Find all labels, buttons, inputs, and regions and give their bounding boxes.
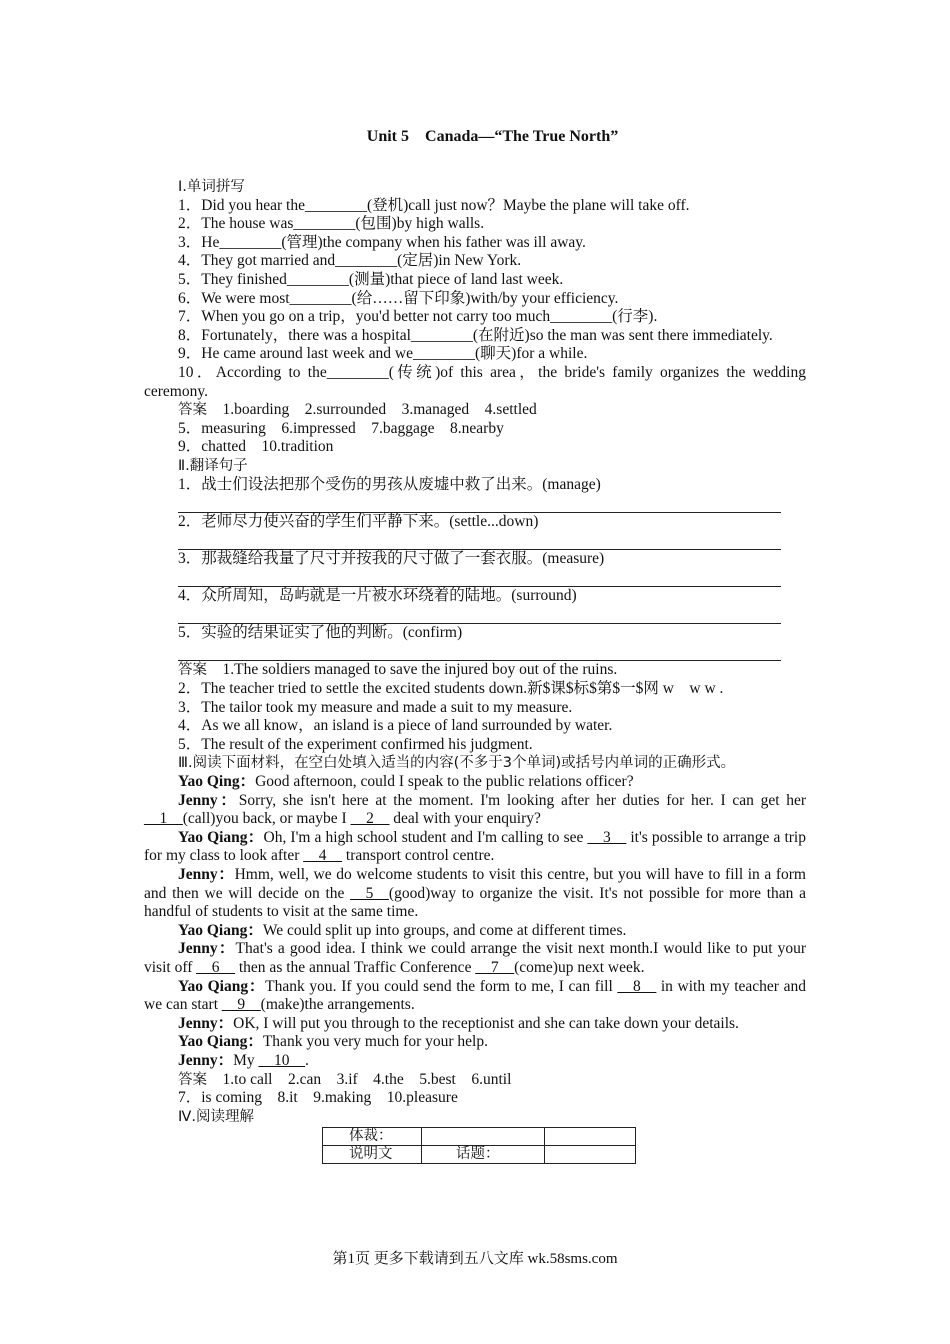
answer-line: 9．chatted 10.tradition xyxy=(178,438,334,456)
dialogue-line: Yao Qiang：Thank you. If you could send the form to me, I can fill __8__ in with my teacher and we can start __9__(make)the arrangements. xyxy=(144,977,806,1014)
section-heading-3: Ⅲ.阅读下面材料，在空白处填入适当的内容(不多于3个单词)或括号内单词的正确形式。 xyxy=(178,755,736,772)
translation-item: 1．战士们设法把那个受伤的男孩从废墟中救了出来。(manage) xyxy=(178,475,601,493)
dialogue-line: Jenny：Sorry, she isn't here at the moment. I'm looking after her duties for her. I can get her __1__(call)you back, or maybe I __2__ deal with your enquiry? xyxy=(144,791,806,828)
list-item: 3．He________(管理)the company when his father was ill away. xyxy=(178,233,586,251)
dialogue-line: Yao Qing：Good afternoon, could I speak to the public relations officer? xyxy=(178,773,634,790)
translation-item: 3．那裁缝给我量了尺寸并按我的尺寸做了一套衣服。(measure) xyxy=(178,549,605,567)
answer-label: 答案 xyxy=(178,402,207,419)
list-item: 5．They finished________(测量)that piece of land last week. xyxy=(178,270,564,288)
list-item: 10．According to the________(传统)of this area，the bride's family organizes the wedding ceremony. xyxy=(144,363,806,400)
answer-line: 4．As we all know，an island is a piece of land surrounded by water. xyxy=(178,717,613,735)
table-cell[interactable] xyxy=(545,1146,636,1164)
speaker: Jenny： xyxy=(178,940,236,958)
answer-line: 3．The tailor took my measure and made a suit to my measure. xyxy=(178,698,573,716)
list-item: 9．He came around last week and we________(聊天)for a while. xyxy=(178,345,588,363)
page-title: Unit 5 Canada—“The True North” xyxy=(366,128,619,145)
section-heading-4: Ⅳ.阅读理解 xyxy=(178,1108,254,1125)
answer-line: 7．is coming 8.it 9.making 10.pleasure xyxy=(178,1089,458,1107)
blank-6[interactable]: __6__ xyxy=(196,958,235,976)
answer-blank-line[interactable] xyxy=(178,494,781,513)
list-item: 4．They got married and________(定居)in New York. xyxy=(178,252,522,270)
speaker: Jenny： xyxy=(178,865,235,883)
answer-label: 答案 xyxy=(178,662,207,679)
dialogue-line: Jenny：Hmm, well, we do welcome students to visit this centre, but you will have to fill in a form and then we will decide on the __5__(good)way to organize the visit. It's not possible for more than a handful of students to visit at the same time. xyxy=(144,865,807,921)
section-heading-2: Ⅱ.翻译句子 xyxy=(178,457,248,474)
answer-line: 2．The teacher tried to settle the excited students down.新$课$标$第$一$网 w w w . xyxy=(178,680,724,698)
answer-blank-line[interactable] xyxy=(178,606,781,625)
blank-5[interactable]: __5__ xyxy=(350,884,389,902)
answer-line: 答案 1.boarding 2.surrounded 3.managed 4.settled xyxy=(178,401,537,419)
list-item: 2．The house was________(包围)by high walls. xyxy=(178,215,485,233)
dialogue-line: Jenny：OK, I will put you through to the receptionist and she can take down your details. xyxy=(178,1014,739,1032)
document-body xyxy=(144,178,806,1164)
dialogue-line: Yao Qiang：Oh, I'm a high school student and I'm calling to see __3__ it's possible to arrange a trip for my class to look after __4__ transport control centre. xyxy=(144,828,806,865)
genre-topic-table xyxy=(322,1127,636,1164)
dialogue-line: Yao Qiang：Thank you very much for your help. xyxy=(178,1033,488,1051)
dialogue-line: Jenny：My __10__. xyxy=(178,1051,309,1069)
list-item: 1．Did you hear the________(登机)call just now？Maybe the plane will take off. xyxy=(178,196,690,214)
section-heading-1: Ⅰ.单词拼写 xyxy=(178,179,245,195)
dialogue-line: Yao Qiang：We could split up into groups, and come at different times. xyxy=(178,921,627,939)
blank-1[interactable]: __1__ xyxy=(144,810,183,828)
blank-3[interactable]: __3__ xyxy=(587,828,627,846)
list-item: 8．Fortunately，there was a hospital________(在附近)so the man was sent there immediately. xyxy=(178,326,773,344)
translation-item: 4．众所周知，岛屿就是一片被水环绕着的陆地。(surround) xyxy=(178,587,577,605)
answer-blank-line[interactable] xyxy=(178,531,781,550)
table-row xyxy=(323,1128,636,1146)
answer-label: 答案 xyxy=(178,1071,207,1088)
blank-4[interactable]: __4__ xyxy=(303,847,343,865)
blank-10[interactable]: __10__ xyxy=(258,1051,306,1069)
table-row xyxy=(323,1146,636,1164)
speaker: Yao Qiang： xyxy=(178,921,263,939)
table-cell: 说明文 xyxy=(323,1146,422,1164)
answer-line: 5．The result of the experiment confirmed his judgment. xyxy=(178,735,533,753)
speaker: Yao Qiang： xyxy=(178,1033,263,1051)
dialogue-line: Jenny：That's a good idea. I think we could arrange the visit next month.I would like to put your visit off __6__ then as the annual Traffic Conference __7__(come)up next week. xyxy=(144,940,806,976)
speaker: Yao Qiang： xyxy=(178,828,264,846)
answer-line: 答案 1.The soldiers managed to save the injured boy out of the ruins. xyxy=(178,661,618,679)
blank-2[interactable]: __2__ xyxy=(350,810,390,828)
answer-blank-line[interactable] xyxy=(178,568,781,587)
table-cell: 体裁： xyxy=(323,1128,422,1146)
speaker: Jenny： xyxy=(178,1014,234,1032)
translation-item: 2．老师尽力使兴奋的学生们平静下来。(settle...down) xyxy=(178,512,539,530)
list-item: 6．We were most________(给……留下印象)with/by your efficiency. xyxy=(178,289,619,307)
speaker: Yao Qiang： xyxy=(178,977,266,995)
answer-line: 5．measuring 6.impressed 7.baggage 8.nearby xyxy=(178,419,504,437)
page-footer: 第1页 更多下载请到五八文库 wk.58sms.com xyxy=(332,1251,618,1267)
translation-item: 5．实验的结果证实了他的判断。(confirm) xyxy=(178,624,463,642)
answer-line: 答案 1.to call 2.can 3.if 4.the 5.best 6.until xyxy=(178,1070,512,1088)
speaker: Yao Qing： xyxy=(178,773,256,790)
table-cell[interactable] xyxy=(422,1128,545,1146)
table-cell[interactable] xyxy=(545,1128,636,1146)
blank-8[interactable]: __8__ xyxy=(617,977,657,995)
list-item: 7．When you go on a trip，you'd better not carry too much________(行李). xyxy=(178,308,658,326)
speaker: Jenny： xyxy=(178,791,239,809)
answer-blank-line[interactable] xyxy=(178,643,781,662)
table-cell: 话题： xyxy=(422,1146,545,1164)
blank-9[interactable]: __9__ xyxy=(221,996,261,1014)
blank-7[interactable]: __7__ xyxy=(475,958,515,976)
speaker: Jenny： xyxy=(178,1051,234,1069)
